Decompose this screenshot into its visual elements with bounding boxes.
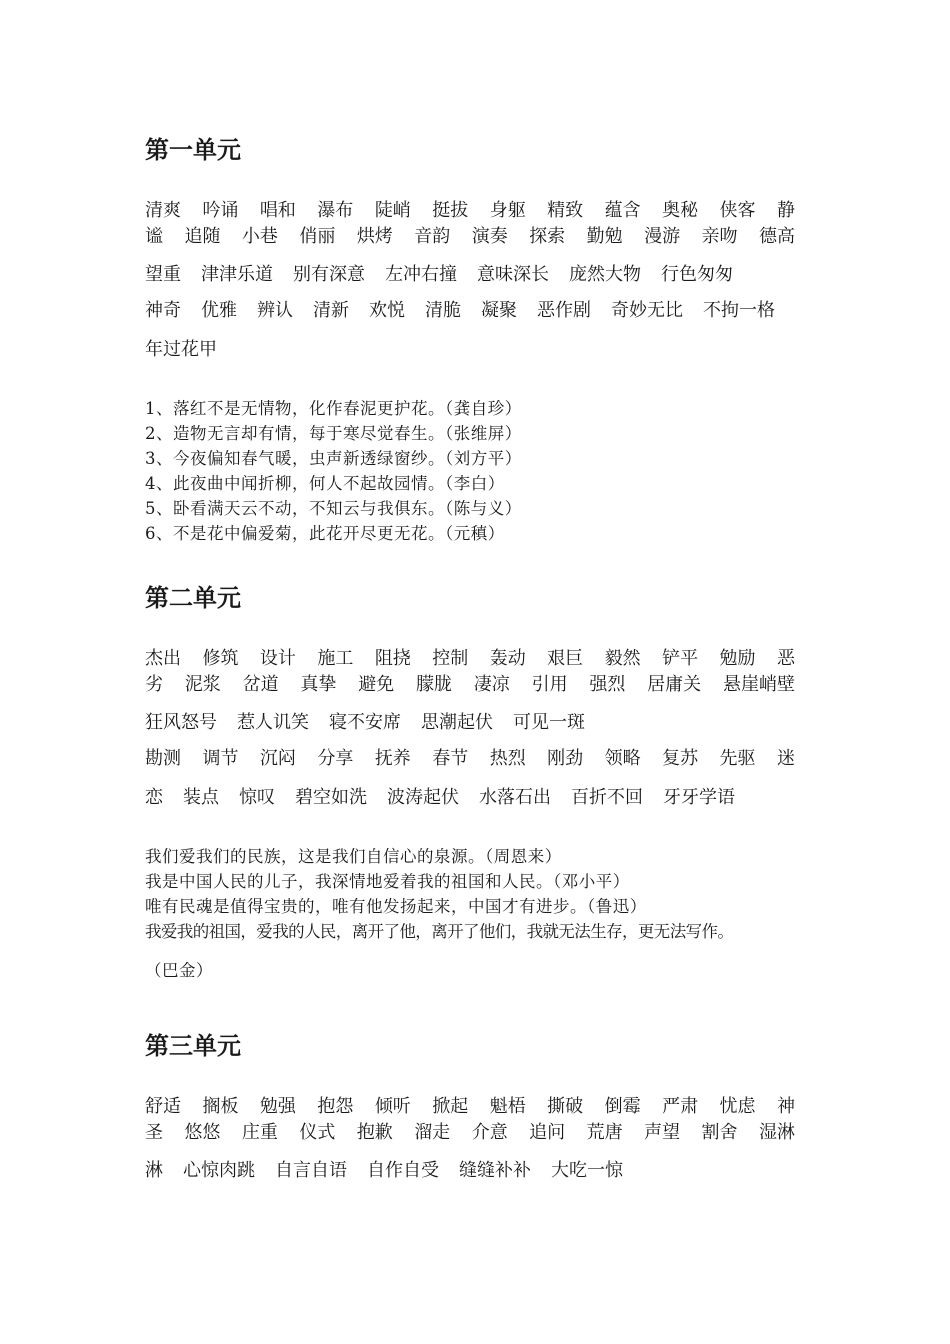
unit-2-quote-4-author: （巴金） bbox=[145, 961, 213, 980]
word: 唱和 bbox=[259, 200, 296, 221]
word: 不拘一格 bbox=[703, 300, 775, 321]
word: 居庸关 bbox=[647, 674, 702, 695]
word: 静 bbox=[776, 200, 795, 221]
unit-1-words-line-4 bbox=[145, 299, 775, 323]
word: 欢悦 bbox=[369, 300, 405, 321]
word: 装点 bbox=[183, 787, 219, 808]
word: 演奏 bbox=[471, 226, 508, 247]
unit-1-title: 第一单元 bbox=[145, 136, 241, 164]
word: 悬崖峭壁 bbox=[722, 674, 795, 695]
word: 抱怨 bbox=[317, 1096, 354, 1117]
word: 倾听 bbox=[374, 1096, 411, 1117]
word: 劣 bbox=[145, 674, 163, 695]
word: 轰动 bbox=[489, 648, 526, 669]
word: 介意 bbox=[471, 1122, 508, 1143]
word: 泥浆 bbox=[184, 674, 221, 695]
word: 勉强 bbox=[259, 1096, 296, 1117]
word: 清新 bbox=[313, 300, 349, 321]
word: 陡峭 bbox=[374, 200, 411, 221]
word: 声望 bbox=[644, 1122, 681, 1143]
word: 行色匆匆 bbox=[661, 264, 733, 285]
word: 波涛起伏 bbox=[387, 787, 459, 808]
word: 抚养 bbox=[374, 748, 411, 769]
word: 津津乐道 bbox=[201, 264, 273, 285]
word: 别有深意 bbox=[293, 264, 365, 285]
word: 追问 bbox=[529, 1122, 566, 1143]
unit-1-quote-6: 6、不是花中偏爱菊，此花开尽更无花。（元稹） bbox=[145, 524, 505, 543]
word: 年过花甲 bbox=[145, 339, 217, 360]
word: 设计 bbox=[259, 648, 296, 669]
word: 狂风怒号 bbox=[145, 712, 217, 733]
word: 控制 bbox=[432, 648, 469, 669]
word: 掀起 bbox=[432, 1096, 469, 1117]
word: 溜走 bbox=[414, 1122, 451, 1143]
word: 施工 bbox=[317, 648, 354, 669]
word: 牙牙学语 bbox=[663, 787, 735, 808]
word: 凄凉 bbox=[473, 674, 510, 695]
unit-2-quote-1: 我们爱我们的民族，这是我们自信心的泉源。（周恩来） bbox=[145, 847, 562, 866]
word: 先驱 bbox=[719, 748, 756, 769]
word: 左冲右撞 bbox=[385, 264, 457, 285]
word: 探索 bbox=[529, 226, 566, 247]
word: 思潮起伏 bbox=[421, 712, 493, 733]
word: 奇妙无比 bbox=[611, 300, 683, 321]
word: 辨认 bbox=[257, 300, 293, 321]
word: 侠客 bbox=[719, 200, 756, 221]
word: 亲吻 bbox=[701, 226, 738, 247]
word: 俏丽 bbox=[299, 226, 336, 247]
word: 优雅 bbox=[201, 300, 237, 321]
unit-1-words-line-1 bbox=[145, 199, 795, 223]
word: 心惊肉跳 bbox=[183, 1160, 255, 1181]
word: 意味深长 bbox=[477, 264, 549, 285]
word: 搁板 bbox=[202, 1096, 239, 1117]
word: 抱歉 bbox=[356, 1122, 393, 1143]
word: 神 bbox=[776, 1096, 795, 1117]
word: 身躯 bbox=[489, 200, 526, 221]
word: 恋 bbox=[145, 787, 163, 808]
word: 精致 bbox=[547, 200, 584, 221]
word: 碧空如洗 bbox=[295, 787, 367, 808]
word: 蕴含 bbox=[604, 200, 641, 221]
word: 追随 bbox=[184, 226, 221, 247]
unit-3-title: 第三单元 bbox=[145, 1032, 241, 1060]
word: 清爽 bbox=[145, 200, 181, 221]
word: 割舍 bbox=[701, 1122, 738, 1143]
unit-1-quote-1: 1、落红不是无情物，化作春泥更护花。（龚自珍） bbox=[145, 399, 522, 418]
word: 寝不安席 bbox=[329, 712, 401, 733]
word: 倒霉 bbox=[604, 1096, 641, 1117]
word: 勤勉 bbox=[586, 226, 623, 247]
word: 强烈 bbox=[589, 674, 626, 695]
word: 调节 bbox=[202, 748, 239, 769]
unit-2-words-line-2 bbox=[145, 673, 795, 697]
unit-2-quote-4: 我爱我的祖国，爱我的人民，离开了他，离开了他们，我就无法生存，更无法写作。 bbox=[145, 922, 734, 941]
word: 毅然 bbox=[604, 648, 641, 669]
word: 缝缝补补 bbox=[459, 1160, 531, 1181]
word: 分享 bbox=[317, 748, 354, 769]
word: 漫游 bbox=[644, 226, 681, 247]
word: 引用 bbox=[531, 674, 568, 695]
word: 惊叹 bbox=[239, 787, 275, 808]
unit-3-words-line-1 bbox=[145, 1095, 795, 1119]
word: 热烈 bbox=[489, 748, 526, 769]
word: 自作自受 bbox=[367, 1160, 439, 1181]
word: 谧 bbox=[145, 226, 163, 247]
word: 挺拔 bbox=[432, 200, 469, 221]
word: 复苏 bbox=[662, 748, 699, 769]
word: 庞然大物 bbox=[569, 264, 641, 285]
word: 避免 bbox=[358, 674, 395, 695]
word: 恶 bbox=[776, 648, 795, 669]
word: 迷 bbox=[776, 748, 795, 769]
word: 德高 bbox=[758, 226, 795, 247]
word: 神奇 bbox=[145, 300, 181, 321]
word: 真挚 bbox=[300, 674, 337, 695]
word: 悠悠 bbox=[184, 1122, 221, 1143]
word: 仪式 bbox=[299, 1122, 336, 1143]
word: 撕破 bbox=[547, 1096, 584, 1117]
unit-2-quote-2: 我是中国人民的儿子，我深情地爱着我的祖国和人民。（邓小平） bbox=[145, 872, 630, 891]
word: 百折不回 bbox=[571, 787, 643, 808]
word: 烘烤 bbox=[356, 226, 393, 247]
word: 清脆 bbox=[425, 300, 461, 321]
word: 勘测 bbox=[145, 748, 181, 769]
word: 瀑布 bbox=[317, 200, 354, 221]
word: 音韵 bbox=[414, 226, 451, 247]
word: 吟诵 bbox=[202, 200, 239, 221]
unit-2-words-line-3 bbox=[145, 711, 585, 735]
word: 圣 bbox=[145, 1122, 163, 1143]
word: 修筑 bbox=[202, 648, 239, 669]
word: 奥秘 bbox=[662, 200, 699, 221]
word: 勉励 bbox=[719, 648, 756, 669]
word: 岔道 bbox=[242, 674, 279, 695]
word: 自言自语 bbox=[275, 1160, 347, 1181]
word: 沉闷 bbox=[259, 748, 296, 769]
unit-2-title: 第二单元 bbox=[145, 584, 241, 612]
unit-3-words-line-3 bbox=[145, 1159, 623, 1183]
unit-1-words-line-5 bbox=[145, 338, 217, 362]
word: 刚劲 bbox=[547, 748, 584, 769]
unit-2-words-line-4 bbox=[145, 747, 795, 771]
word: 淋 bbox=[145, 1160, 163, 1181]
word: 朦胧 bbox=[415, 674, 452, 695]
word: 荒唐 bbox=[586, 1122, 623, 1143]
word: 铲平 bbox=[662, 648, 699, 669]
unit-1-quote-2: 2、造物无言却有情，每于寒尽觉春生。（张维屏） bbox=[145, 424, 522, 443]
word: 艰巨 bbox=[547, 648, 584, 669]
word: 望重 bbox=[145, 264, 181, 285]
word: 庄重 bbox=[241, 1122, 278, 1143]
word: 忧虑 bbox=[719, 1096, 756, 1117]
word: 恶作剧 bbox=[537, 300, 591, 321]
word: 魁梧 bbox=[489, 1096, 526, 1117]
word: 舒适 bbox=[145, 1096, 181, 1117]
word: 春节 bbox=[432, 748, 469, 769]
word: 大吃一惊 bbox=[551, 1160, 623, 1181]
word: 严肃 bbox=[662, 1096, 699, 1117]
word: 湿淋 bbox=[758, 1122, 795, 1143]
word: 小巷 bbox=[241, 226, 278, 247]
unit-1-words-line-2 bbox=[145, 225, 795, 249]
word: 惹人讥笑 bbox=[237, 712, 309, 733]
unit-2-words-line-5 bbox=[145, 786, 735, 810]
word: 阻挠 bbox=[374, 648, 411, 669]
word: 杰出 bbox=[145, 648, 181, 669]
word: 水落石出 bbox=[479, 787, 551, 808]
unit-3-words-line-2 bbox=[145, 1121, 795, 1145]
word: 凝聚 bbox=[481, 300, 517, 321]
word: 领略 bbox=[604, 748, 641, 769]
unit-1-quote-3: 3、今夜偏知春气暖，虫声新透绿窗纱。（刘方平） bbox=[145, 449, 522, 468]
unit-1-words-line-3 bbox=[145, 263, 733, 287]
unit-2-words-line-1 bbox=[145, 647, 795, 671]
unit-2-quote-3: 唯有民魂是值得宝贵的，唯有他发扬起来，中国才有进步。（鲁迅） bbox=[145, 897, 647, 916]
unit-1-quote-5: 5、卧看满天云不动，不知云与我俱东。（陈与义） bbox=[145, 499, 522, 518]
word: 可见一斑 bbox=[513, 712, 585, 733]
unit-1-quote-4: 4、此夜曲中闻折柳，何人不起故园情。（李白） bbox=[145, 474, 505, 493]
